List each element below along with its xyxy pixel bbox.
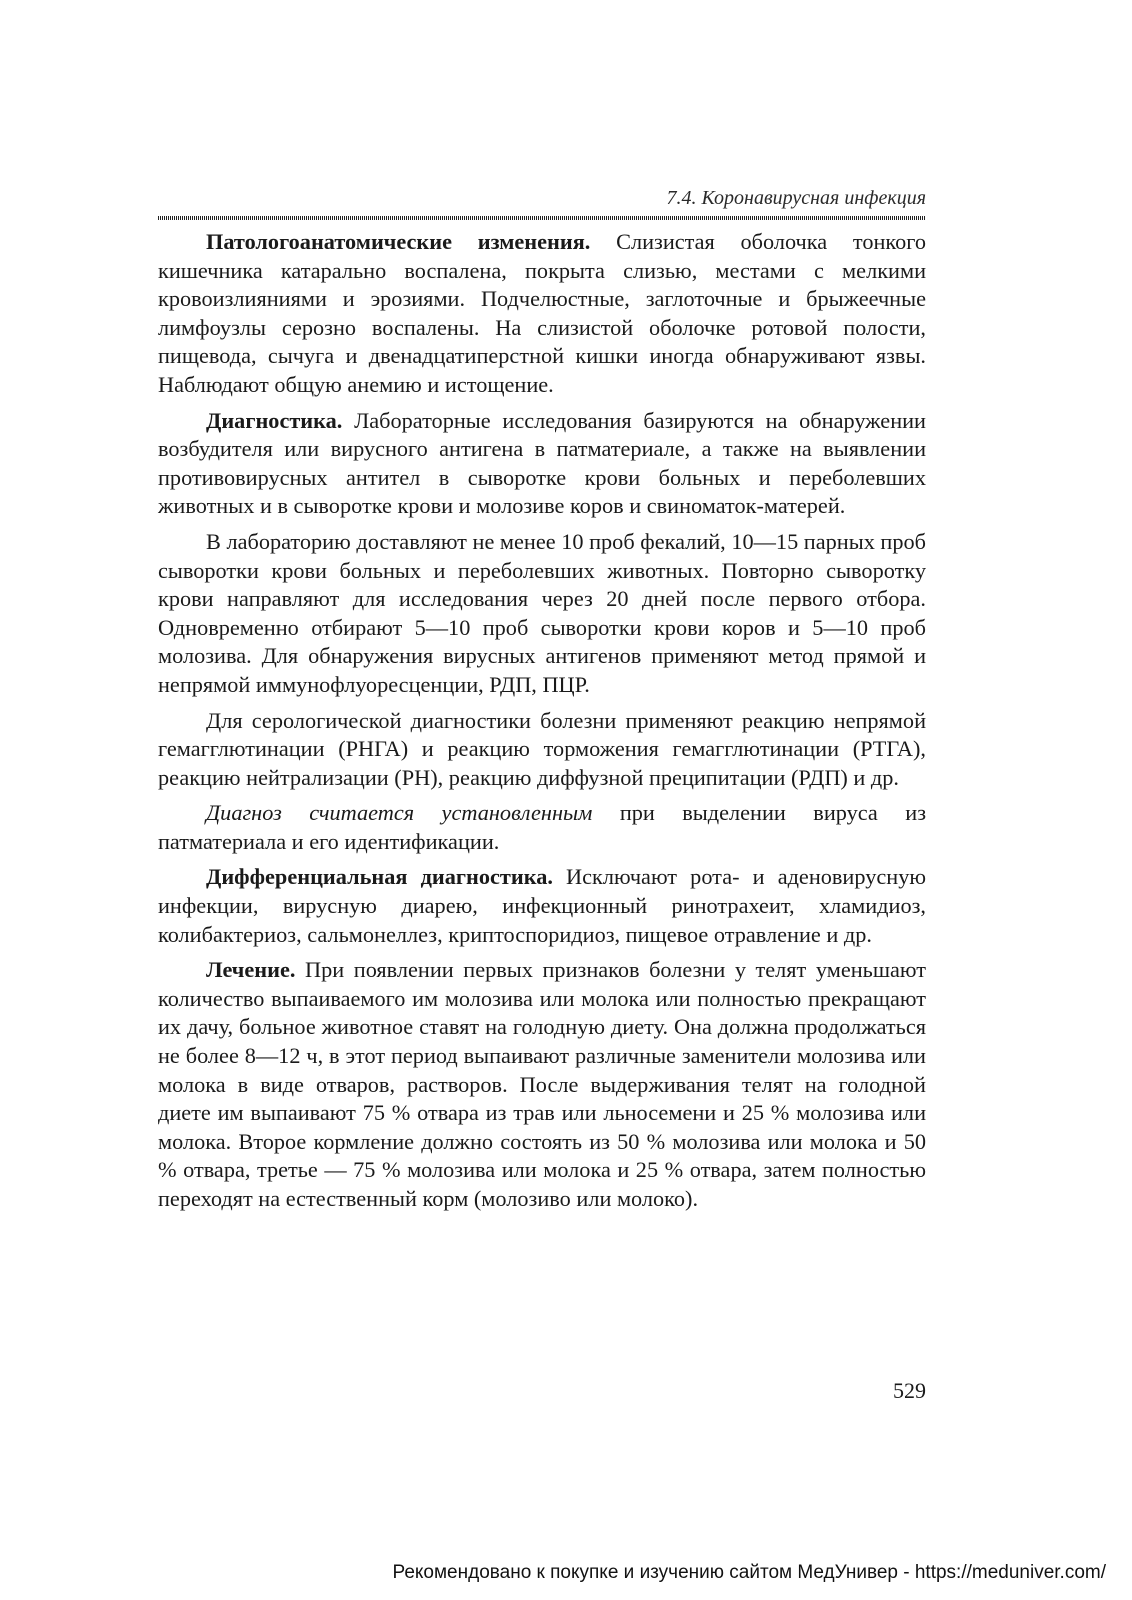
footer-recommendation: Рекомендовано к покупке и изучению сайтом МедУнивер - https://meduniver.com/ — [392, 1562, 1106, 1583]
paragraph-text: Лабораторные исследования базируются на обнаружении возбудителя или вирусного антигена в патматериале, а также на выявлении противовирусных антител в сыворотке крови больных и переболевших животных и в сыворотке крови и молозиве коров и свиноматок-матерей. — [158, 407, 926, 519]
paragraph-laboratory — [158, 528, 926, 700]
paragraph-differential — [158, 863, 926, 949]
paragraph-heading: Диагностика. — [206, 407, 343, 433]
paragraph-diagnosis-established — [158, 799, 926, 856]
header-rule — [158, 216, 926, 220]
paragraph-heading: Патологоанатомические изменения. — [206, 229, 591, 254]
body-text — [158, 228, 926, 1221]
paragraph-heading: Лечение. — [206, 957, 296, 983]
paragraph-text: Исключают рота- и аденовирусную инфекции, вирусную диарею, инфекционный ринотрахеит, хламидиоз, колибактериоз, сальмонеллез, криптоспоридиоз, пищевое отравление и др. — [158, 864, 927, 947]
paragraph-text: При появлении первых признаков болезни у телят уменьшают количество выпаиваемого им молозива или молока или полностью прекращают их дачу, больное животное ставят на голодную диету. Она должна продолжаться не более 8—12 ч, в этот период выпаивают различные заменители молозива или молока в виде отваров, растворов. После выдерживания телят на голодной диете им выпаивают 75 % отвара из трав или льносемени и 25 % молозива или молока. Второе кормление должно состоять из 50 % молозива или молока и 50 % отвара, третье — 75 % молозива или молока и 25 % отвара, затем полностью переходят на естественный корм (молозиво или молоко). — [158, 957, 926, 1211]
paragraph-text: при выделении вируса из патматериала и его идентификации. — [158, 800, 926, 854]
page-number: 529 — [893, 1378, 926, 1403]
paragraph-diagnostics — [158, 407, 926, 521]
paragraph-italic-lead: Диагноз считается установленным — [206, 800, 593, 826]
paragraph-text: Слизистая оболочка тонкого кишечника катарально воспалена, покрыта слизью, местами с мелкими кровоизлияниями и эрозиями. Подчелюстные, заглоточные и брыжеечные лимфоузлы серозно воспалены. На слизистой оболочке ротовой полости, пищевода, сычуга и двенадцатиперстной кишки иногда обнаруживают язвы. Наблюдают общую анемию и истощение. — [158, 229, 926, 397]
paragraph-pathology — [158, 228, 926, 400]
paragraph-serology — [158, 707, 926, 793]
running-header — [158, 186, 926, 222]
paragraph-text: В лабораторию доставляют не менее 10 проб фекалий, 10—15 парных проб сыворотки крови больных и переболевших животных. Повторно сыворотку крови направляют для исследования через 20 дней после первого отбора. Одновременно отбирают 5—10 проб сыворотки крови коров и 5—10 проб молозива. Для обнаружения вирусных антигенов применяют метод прямой и непрямой иммунофлуоресценции, РДП, ПЦР. — [158, 528, 926, 697]
chapter-title: 7.4. Коронавирусная инфекция — [666, 187, 926, 209]
paragraph-heading: Дифференциальная диагностика. — [206, 864, 553, 890]
paragraph-text: Для серологической диагностики болезни применяют реакцию непрямой гемагглютинации (РНГА) и реакцию торможения гемагглютинации (РТГА), реакцию нейтрализации (РН), реакцию диффузной преципитации (РДП) и др. — [158, 707, 926, 790]
paragraph-treatment — [158, 956, 926, 1213]
